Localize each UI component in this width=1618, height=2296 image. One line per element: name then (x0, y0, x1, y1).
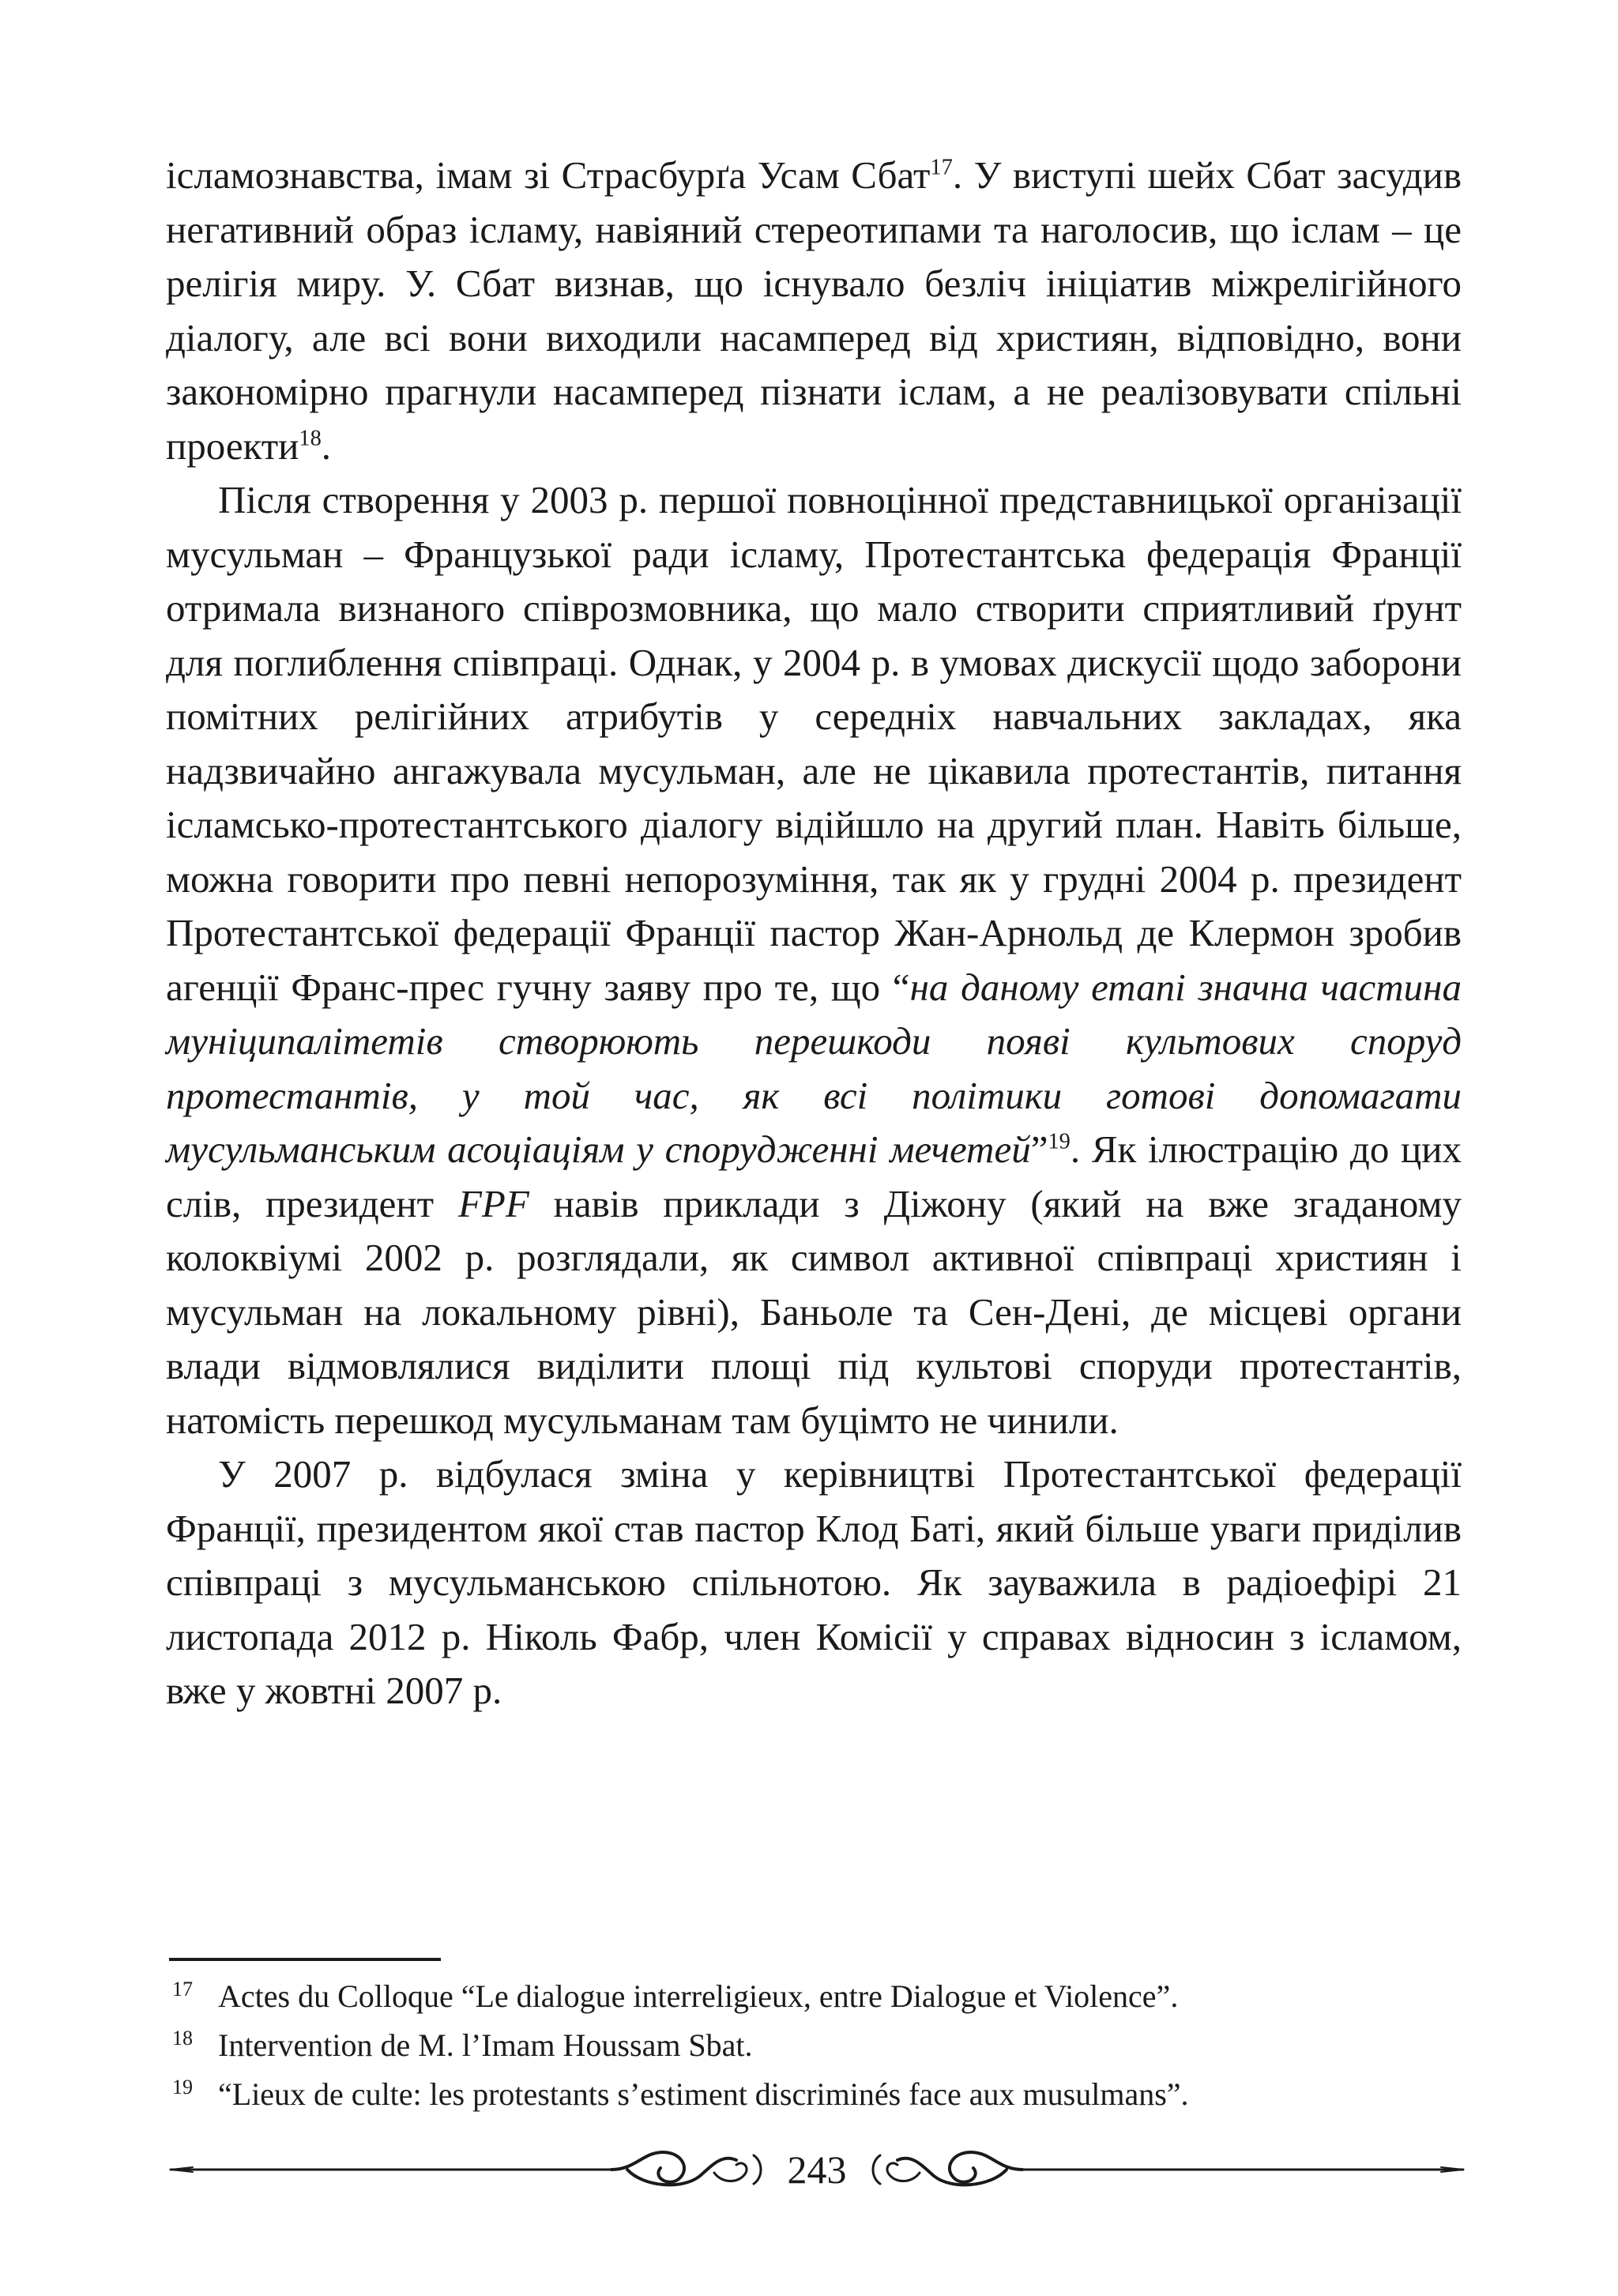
footnotes (172, 1974, 1468, 2121)
text-run: . (321, 423, 332, 468)
paragraph (166, 473, 1462, 1447)
footnote-text: Intervention de M. l’Imam Houssam Sbat. (218, 2027, 753, 2063)
footnote (172, 1974, 1468, 2023)
paragraph (166, 149, 1462, 473)
paragraph (166, 1447, 1462, 1718)
body-text (166, 149, 1462, 1718)
footnote-number: 18 (172, 2027, 193, 2049)
text-run: ісламознавства, імам зі Страсбурґа Усам Сбат (166, 153, 931, 197)
footnote-separator (169, 1958, 441, 1961)
page-number: 243 (787, 2147, 847, 2192)
text-run: . У виступі шейх Сбат засудив негативний образ ісламу, навіяний стереотипами та наголосив, що іслам – це релігія миру. У. Сбат визнав, що існувало безліч ініціатив міжрелігійного діалогу, але всі вони виходили насамперед від християн, відповідно, вони закономірно прагнули насамперед пізнати іслам, а не реалізовувати спільні проекти (166, 153, 1462, 468)
italic-text: FPF (457, 1181, 529, 1225)
footnote-ref: 18 (299, 426, 322, 451)
footnote (172, 2023, 1468, 2072)
footnote-text: Actes du Colloque “Le dialogue interreligieux, entre Dialogue et Violence”. (218, 1978, 1179, 2014)
text-run: ” (1030, 1127, 1048, 1171)
italic-text: на даному етапі значна частина муніципалітетів створюють перешкоди появі культових споруд протестантів, у той час, як всі політики готові допомагати мусульманським асоціаціям у спорудженні мечетей (166, 965, 1462, 1171)
footnote (172, 2072, 1468, 2121)
footnote-text: “Lieux de culte: les protestants s’estiment discriminés face aux musulmans”. (218, 2076, 1189, 2112)
footnote-number: 17 (172, 1978, 193, 2001)
footnote-ref: 19 (1048, 1129, 1071, 1154)
page-footer (169, 2138, 1465, 2201)
text-run: У 2007 р. відбулася зміна у керівництві Протестантської федерації Франції, президентом якої став пастор Клод Баті, який більше уваги приділив співпраці з мусульманською спільнотою. Як зауважила в радіоефірі 21 листопада 2012 р. Ніколь Фабр, член Комісії у справах відносин з ісламом, вже у жовтні 2007 р. (166, 1452, 1462, 1712)
text-run: навів приклади з Діжону (який на вже згаданому колоквіумі 2002 р. розглядали, як символ активної співпраці християн і мусульман на локальному рівні), Баньоле та Сен-Дені, де місцеві органи влади відмовлялися виділити площі під культові споруди протестантів, натомість перешкод мусульманам там буцімто не чинили. (166, 1181, 1462, 1442)
footnote-number: 19 (172, 2076, 193, 2098)
text-run: . Як ілюстрацію до цих слів, президент (166, 1127, 1462, 1225)
footnote-ref: 17 (930, 155, 953, 180)
text-run: Після створення у 2003 р. першої повноцінної представницької організації мусульман – Французької ради ісламу, Протестантська федерація Франції отримала визнаного співрозмовника, що мало створити сприятливий ґрунт для поглиблення співпраці. Однак, у 2004 р. в умовах дискусії щодо заборони помітних релігійних атрибутів у середніх навчальних закладах, яка надзвичайно ангажувала мусульман, але не цікавила протестантів, питання ісламсько-протестантського діалогу відійшло на другий план. Навіть більше, можна говорити про певні непорозуміння, так як у грудні 2004 р. президент Протестантської федерації Франції пастор Жан-Арнольд де Клермон зробив агенції Франс-прес гучну заяву про те, що “ (166, 478, 1462, 1009)
